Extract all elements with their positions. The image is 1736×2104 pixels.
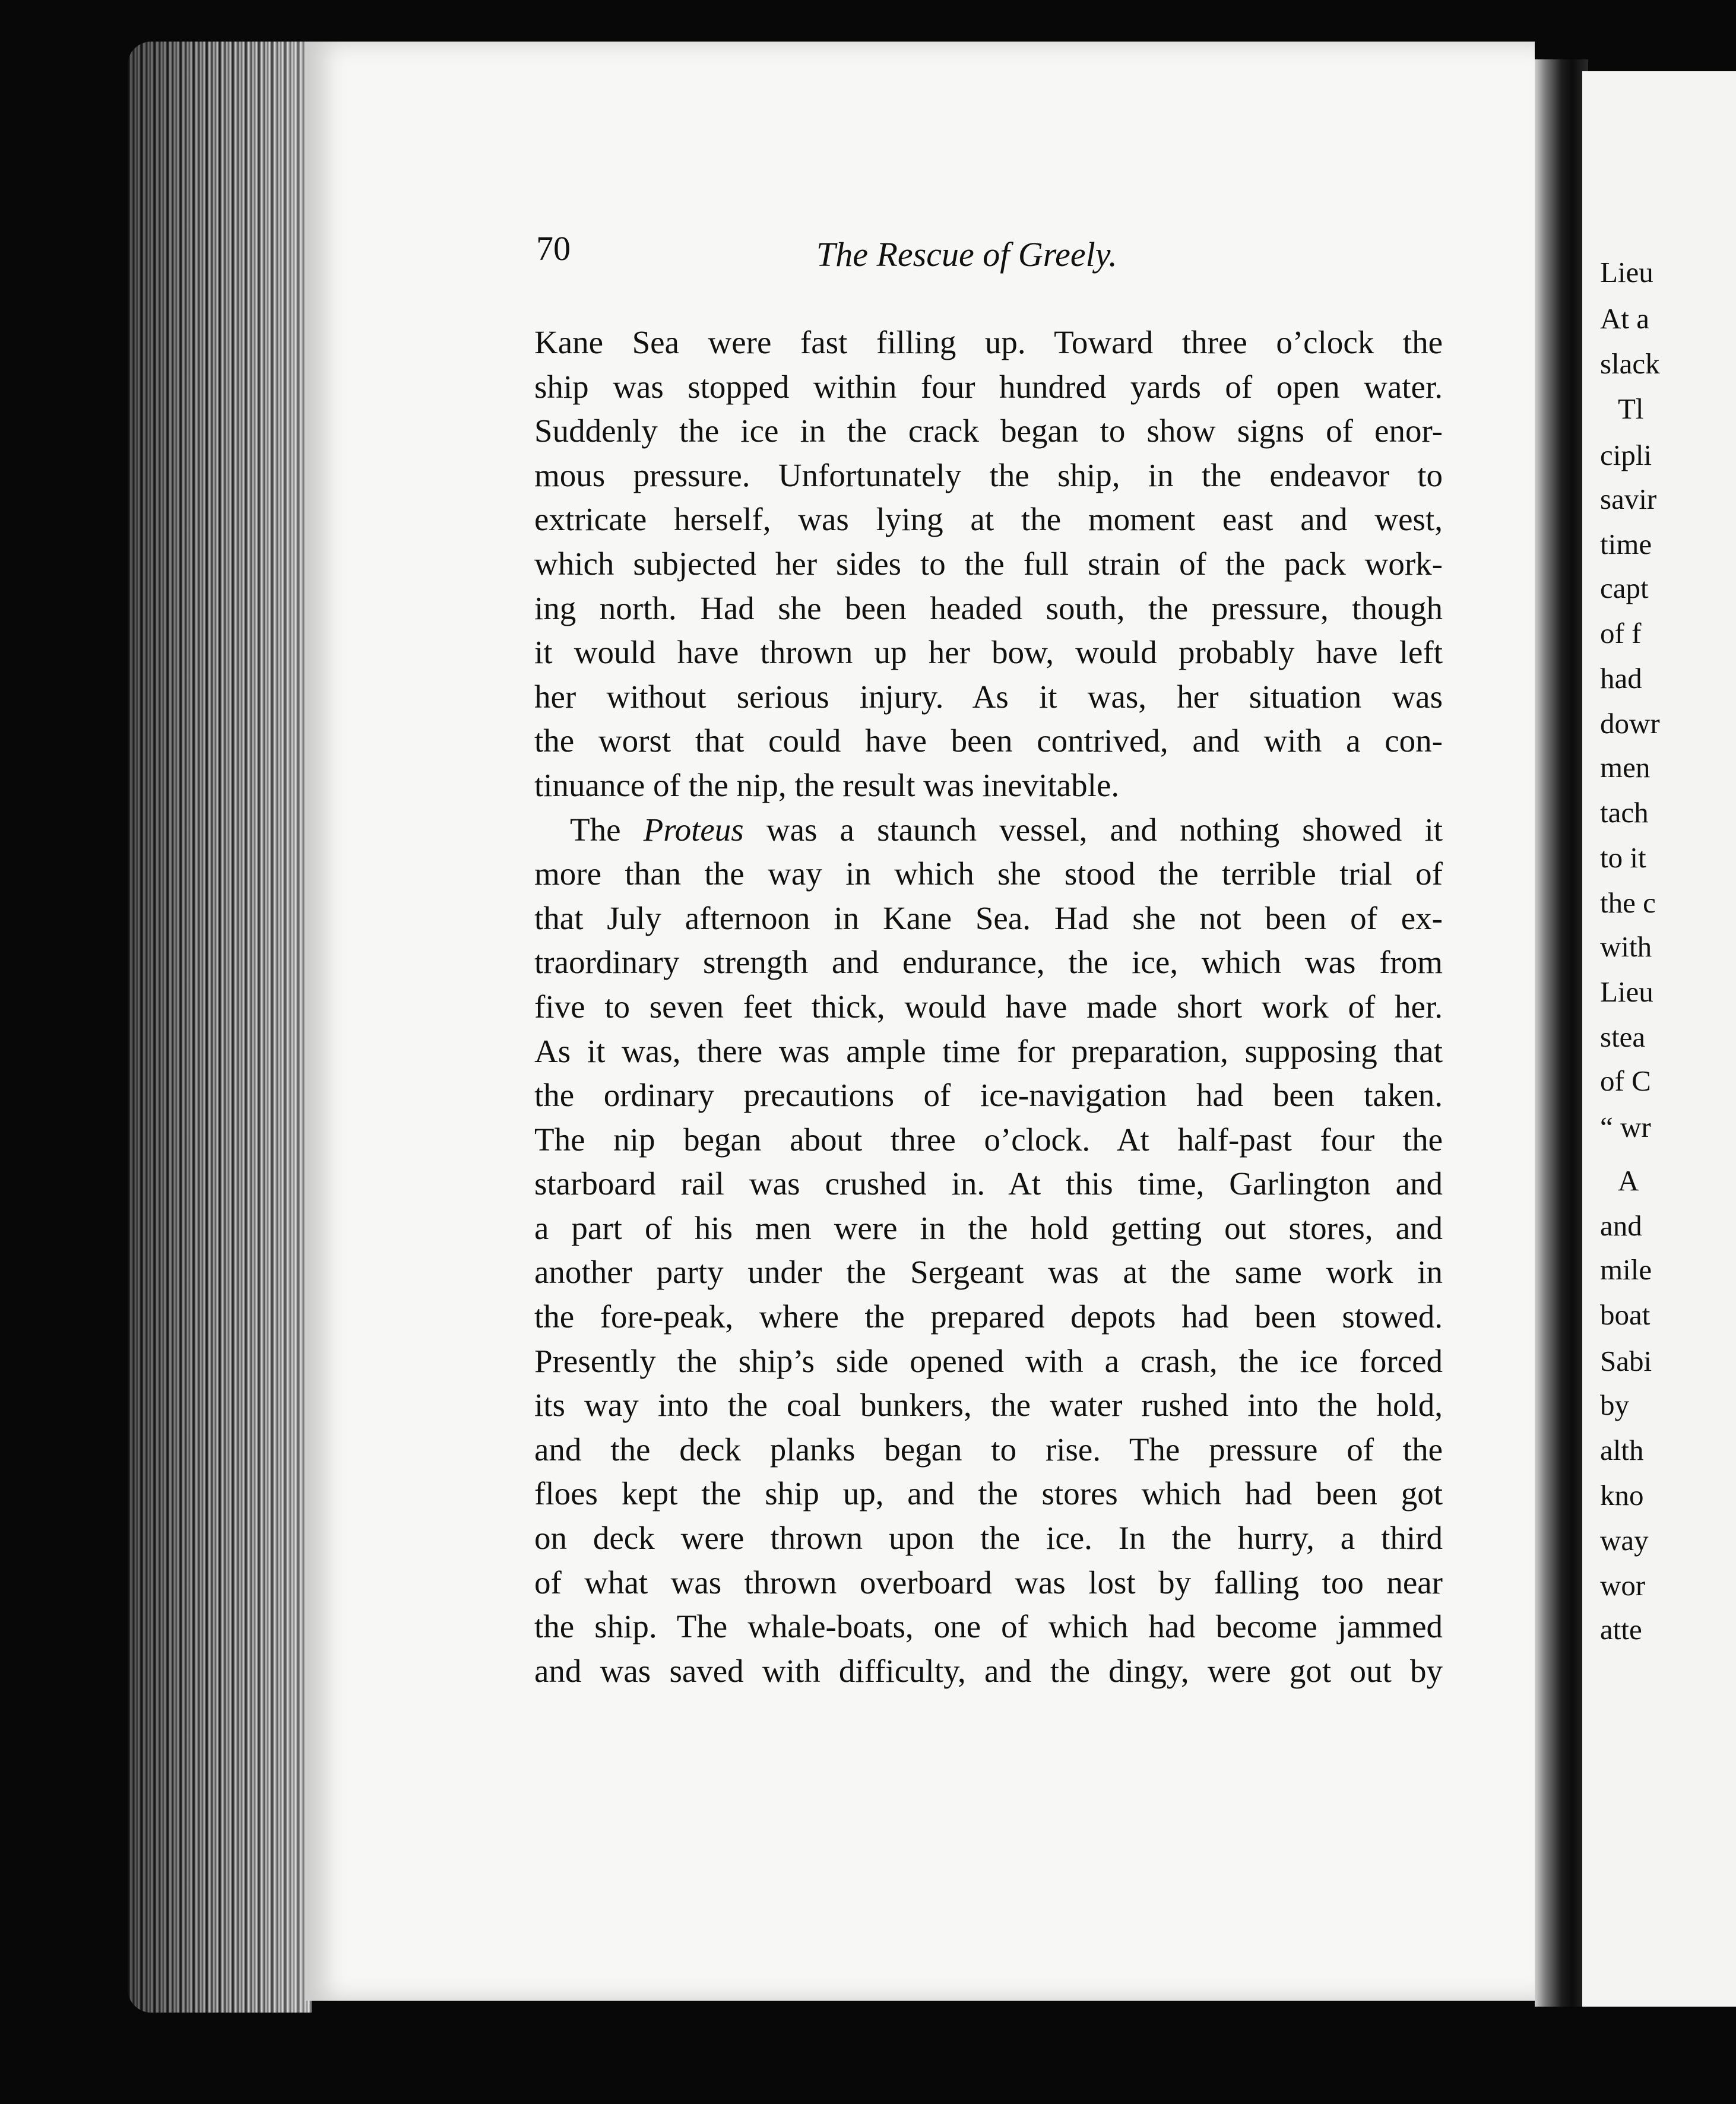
facing-page-line: by	[1600, 1389, 1629, 1421]
facing-page	[1582, 71, 1736, 2007]
facing-page-line: men	[1600, 751, 1651, 784]
book-page-edges	[128, 42, 312, 2013]
facing-page-line: slack	[1600, 347, 1660, 380]
text-line: the ship. The whale-boats, one of which had become jammed	[534, 1608, 1443, 1645]
facing-page-line: Sabi	[1600, 1345, 1652, 1377]
text-line: Kane Sea were fast filling up. Toward three o’clock the	[534, 324, 1443, 360]
text-line: and the deck planks began to rise. The pressure of the	[534, 1431, 1443, 1468]
facing-page-line: capt	[1600, 572, 1649, 604]
facing-page-line: alth	[1600, 1434, 1644, 1466]
page-body-text	[534, 321, 1443, 1693]
facing-page-line: savir	[1600, 483, 1657, 515]
facing-page-line: wor	[1600, 1569, 1646, 1602]
text-line: tinuance of the nip, the result was inevitable.	[534, 766, 1120, 803]
text-line: ing north. Had she been headed south, the pressure, though	[534, 590, 1443, 626]
text-line: more than the way in which she stood the terrible trial of	[534, 855, 1443, 892]
facing-page-line: stea	[1600, 1021, 1646, 1053]
facing-page-line: “ wr	[1600, 1111, 1651, 1143]
text-line: five to seven feet thick, would have made short work of her.	[534, 988, 1443, 1025]
text-run: was a staunch vessel, and nothing showed it	[766, 811, 1443, 848]
facing-page-line: dowr	[1600, 707, 1660, 740]
text-line: on deck were thrown upon the ice. In the hurry, a third	[534, 1520, 1443, 1557]
text-line: it would have thrown up her bow, would probably have left	[534, 634, 1443, 671]
text-line: extricate herself, was lying at the moment east and west,	[534, 501, 1443, 538]
running-title: The Rescue of Greely.	[816, 235, 1117, 274]
facing-page-line: way	[1600, 1524, 1649, 1557]
paragraph-2	[534, 852, 1443, 1693]
text-line: the fore-peak, where the prepared depots had been stowed.	[534, 1298, 1443, 1335]
facing-page-line: mile	[1600, 1253, 1652, 1286]
facing-page-line: tach	[1600, 796, 1649, 829]
facing-page-line: Tl	[1618, 392, 1644, 425]
facing-page-line: of C	[1600, 1064, 1651, 1097]
text-line: floes kept the ship up, and the stores which had been got	[534, 1475, 1443, 1512]
text-run: The	[570, 811, 621, 848]
paragraph-1	[534, 321, 1443, 808]
text-line: of what was thrown overboard was lost by falling too near	[534, 1564, 1443, 1601]
facing-page-line: cipli	[1600, 439, 1652, 471]
facing-page-line: A	[1618, 1164, 1639, 1197]
facing-page-line: of f	[1600, 617, 1642, 649]
text-line: traordinary strength and endurance, the ice, which was from	[534, 944, 1443, 981]
facing-page-line: to it	[1600, 841, 1646, 874]
facing-page-line: atte	[1600, 1613, 1642, 1646]
book-gutter	[1535, 59, 1588, 2007]
text-line: starboard rail was crushed in. At this time, Garlington and	[534, 1165, 1443, 1202]
text-line: its way into the coal bunkers, the water rushed into the hold,	[534, 1387, 1443, 1424]
text-line: mous pressure. Unfortunately the ship, in the endeavor to	[534, 457, 1443, 493]
text-line: the ordinary precautions of ice-navigation had been taken.	[534, 1077, 1443, 1114]
text-line: that July afternoon in Kane Sea. Had she not been of ex-	[534, 899, 1443, 936]
text-line: her without serious injury. As it was, her situation was	[534, 678, 1443, 715]
text-line: As it was, there was ample time for preparation, supposing that	[534, 1032, 1443, 1069]
facing-page-line: kno	[1600, 1479, 1644, 1512]
page-number: 70	[536, 229, 571, 268]
text-line: Suddenly the ice in the crack began to show signs of enor-	[534, 413, 1443, 449]
text-line: a part of his men were in the hold getting out stores, and	[534, 1209, 1443, 1246]
facing-page-line: with	[1600, 930, 1652, 963]
text-line: The nip began about three o’clock. At half-past four the	[534, 1121, 1443, 1158]
text-line: which subjected her sides to the full strain of the pack work-	[534, 545, 1443, 582]
facing-page-line: time	[1600, 528, 1652, 560]
facing-page-line: At a	[1600, 302, 1649, 335]
text-line: ship was stopped within four hundred yards of open water.	[534, 368, 1443, 405]
facing-page-line: the c	[1600, 886, 1656, 919]
facing-page-line: Lieu	[1600, 975, 1653, 1008]
text-line: the worst that could have been contrived, and with a con-	[534, 723, 1443, 759]
text-line: Presently the ship’s side opened with a crash, the ice forced	[534, 1342, 1443, 1379]
ship-name-italic: Proteus	[643, 811, 744, 848]
paragraph-2-first-line	[534, 808, 1443, 853]
facing-page-line: and	[1600, 1209, 1642, 1242]
facing-page-line: boat	[1600, 1298, 1651, 1331]
facing-page-line: Lieu	[1600, 256, 1653, 289]
text-line: and was saved with difficulty, and the dingy, were got out by	[534, 1652, 1443, 1689]
facing-page-line: had	[1600, 662, 1642, 695]
text-line: another party under the Sergeant was at the same work in	[534, 1254, 1443, 1291]
